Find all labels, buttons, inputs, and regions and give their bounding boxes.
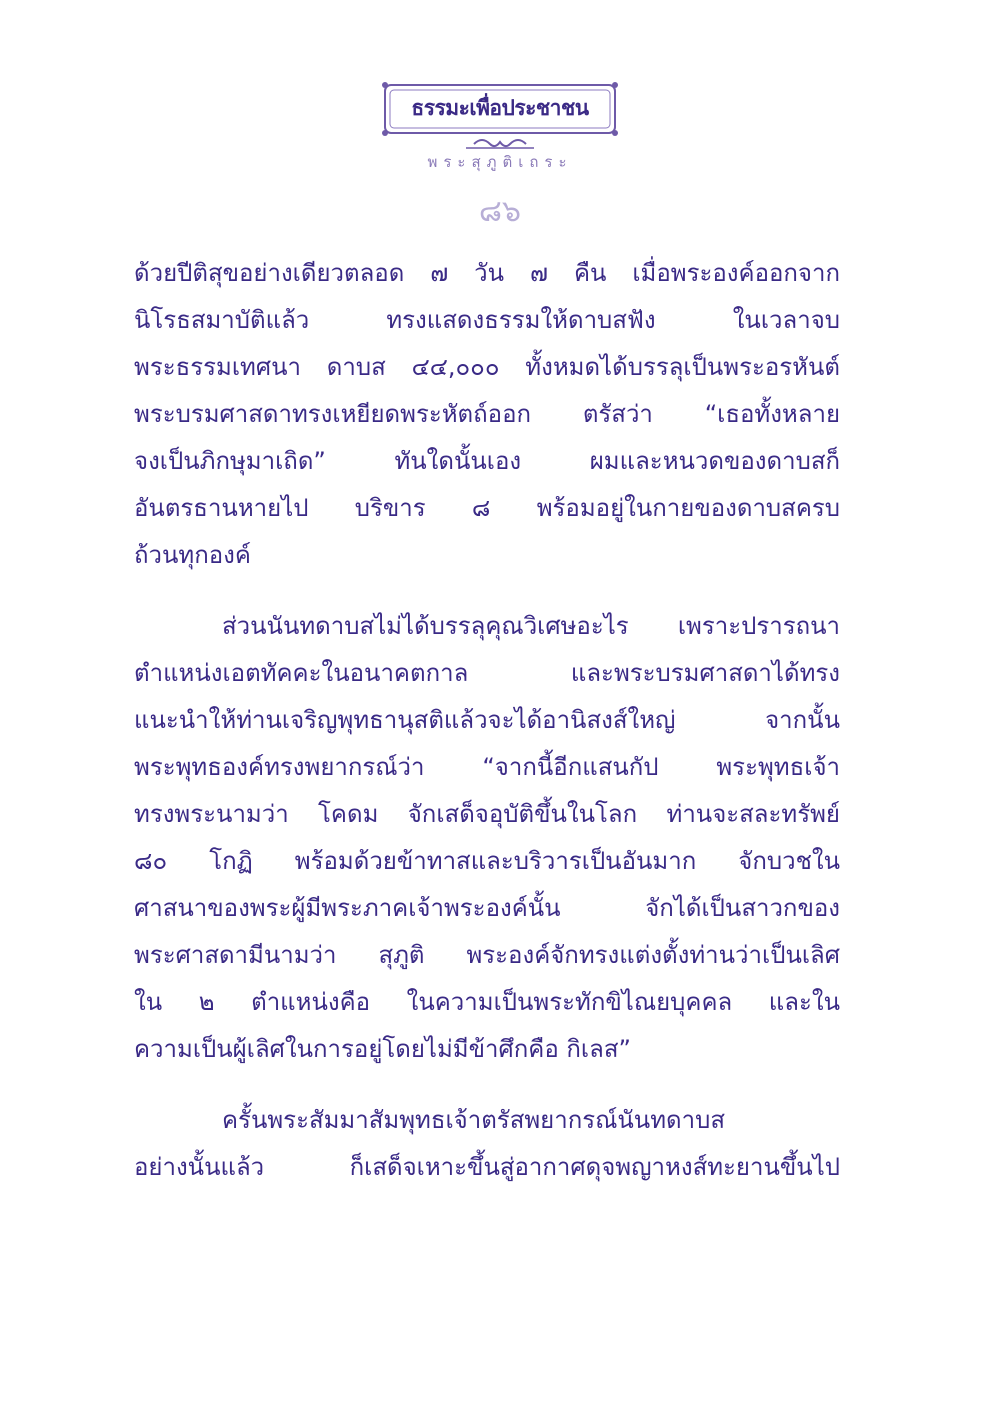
text-line: อันตรธานหายไป บริขาร ๘ พร้อมอยู่ในกายของดาบสครบ — [134, 494, 840, 522]
text-line: ทรงพระนามว่า โคดม จักเสด็จอุบัติขึ้นในโลก ท่านจะสละทรัพย์ — [134, 800, 840, 828]
text-line: ถ้วนทุกองค์ — [134, 541, 251, 569]
paragraph-1 — [134, 250, 840, 579]
page-header — [0, 70, 1000, 230]
book-logo — [382, 82, 618, 156]
text-line: ด้วยปีติสุขอย่างเดียวตลอด ๗ วัน ๗ คืน เมื่อพระองค์ออกจาก — [134, 259, 841, 287]
page-number: ๘๖ — [478, 194, 522, 229]
text-line: ส่วนนันทดาบสไม่ได้บรรลุคุณวิเศษอะไร เพราะปรารถนา — [222, 612, 840, 640]
paragraph-3 — [134, 1097, 840, 1191]
text-line: ครั้นพระสัมมาสัมพุทธเจ้าตรัสพยากรณ์นันทดาบส — [222, 1106, 725, 1134]
text-line: แนะนำให้ท่านเจริญพุทธานุสติแล้วจะได้อานิสงส์ใหญ่ จากนั้น — [134, 706, 840, 734]
text-line: นิโรธสมาบัติแล้ว ทรงแสดงธรรมให้ดาบสฟัง ในเวลาจบ — [134, 306, 840, 334]
text-line: ตำแหน่งเอตทัคคะในอนาคตกาล และพระบรมศาสดาได้ทรง — [134, 659, 840, 687]
text-line: พระธรรมเทศนา ดาบส ๔๔,๐๐๐ ทั้งหมดได้บรรลุเป็นพระอรหันต์ — [134, 353, 840, 381]
text-line: อย่างนั้นแล้ว ก็เสด็จเหาะขึ้นสู่อากาศดุจพญาหงส์ทะยานขึ้นไป — [134, 1153, 840, 1181]
text-line: พระพุทธองค์ทรงพยากรณ์ว่า “จากนี้อีกแสนกัป พระพุทธเจ้า — [134, 753, 840, 781]
text-line: พระศาสดามีนามว่า สุภูติ พระองค์จักทรงแต่งตั้งท่านว่าเป็นเลิศ — [134, 941, 840, 969]
text-line: พระบรมศาสดาทรงเหยียดพระหัตถ์ออก ตรัสว่า “เธอทั้งหลาย — [134, 400, 840, 428]
page-body — [134, 250, 840, 1191]
author-name: พระสุภูติเถระ — [427, 153, 573, 171]
text-line: ศาสนาของพระผู้มีพระภาคเจ้าพระองค์นั้น จักได้เป็นสาวกของ — [134, 894, 840, 922]
text-line: ใน ๒ ตำแหน่งคือ ในความเป็นพระทักขิไณยบุคคล และใน — [134, 988, 840, 1016]
text-line: ความเป็นผู้เลิศในการอยู่โดยไม่มีข้าศึกคือ กิเลส” — [134, 1035, 631, 1063]
text-line: ๘๐ โกฏิ พร้อมด้วยข้าทาสและบริวารเป็นอันมาก จักบวชใน — [134, 847, 840, 875]
text-line: จงเป็นภิกษุมาเถิด” ทันใดนั้นเอง ผมและหนวดของดาบสก็ — [134, 447, 840, 475]
paragraph-2 — [134, 603, 840, 1073]
logo-title: ธรรมะเพื่อประชาชน — [411, 96, 589, 120]
